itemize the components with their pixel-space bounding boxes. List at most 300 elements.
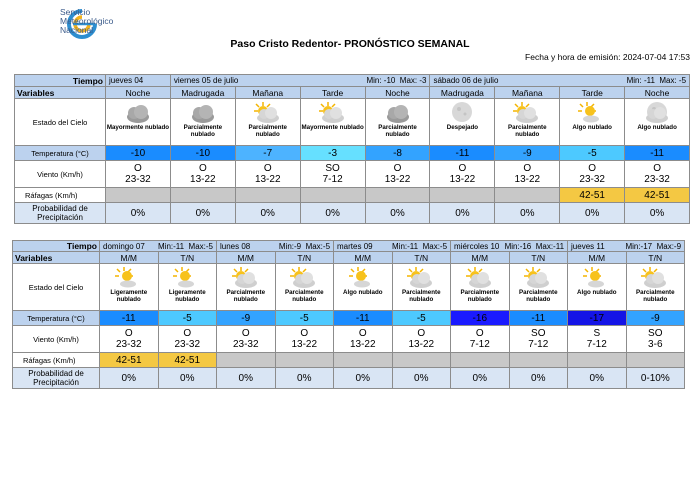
sky-text: Parcialmente nublado bbox=[248, 124, 287, 138]
period-cell bbox=[430, 87, 495, 99]
wind-row-label bbox=[15, 161, 106, 188]
prob-value: 0% bbox=[260, 207, 275, 219]
wind-cell bbox=[300, 161, 365, 188]
wind-cell bbox=[392, 326, 451, 353]
tiempo-label: Tiempo bbox=[72, 75, 103, 86]
wind-dir: O bbox=[124, 328, 133, 339]
sky-cell bbox=[235, 99, 300, 146]
sky-cell bbox=[334, 264, 393, 311]
period-label: T/N bbox=[531, 252, 546, 263]
temp-cell bbox=[158, 311, 217, 326]
temp-cell bbox=[560, 146, 625, 161]
prob-cell bbox=[568, 368, 627, 389]
wind-dir: O bbox=[183, 328, 192, 339]
temp-value: -9 bbox=[650, 312, 660, 324]
forecast-table-week1 bbox=[14, 74, 690, 224]
prob-cell bbox=[235, 203, 300, 224]
prob-value: 0% bbox=[325, 207, 340, 219]
gust-cell bbox=[430, 188, 495, 203]
day-name: jueves 11 bbox=[571, 241, 605, 251]
wind-speed: 13-22 bbox=[408, 339, 435, 350]
period-label: M/M bbox=[354, 252, 372, 263]
period-label: Tarde bbox=[581, 87, 603, 98]
temp-cell bbox=[509, 311, 568, 326]
prob-value: 0% bbox=[390, 207, 405, 219]
sky-text: Ligeramente nublado bbox=[110, 289, 148, 303]
partly-cloudy-sun-icon bbox=[287, 265, 321, 289]
temp-value: -11 bbox=[650, 147, 664, 159]
gust-cell bbox=[626, 353, 685, 368]
prob-value: 0% bbox=[649, 207, 665, 219]
gust-cell bbox=[365, 188, 430, 203]
wind-dir: O bbox=[475, 328, 484, 339]
sky-cell bbox=[106, 99, 171, 146]
partly-cloudy-sun-icon bbox=[638, 265, 672, 289]
prob-cell bbox=[560, 203, 625, 224]
temp-cell bbox=[625, 146, 690, 161]
period-label: T/N bbox=[414, 252, 429, 263]
wind-speed: 23-32 bbox=[174, 339, 201, 350]
period-label: Madrugada bbox=[181, 87, 225, 98]
temp-cell bbox=[235, 146, 300, 161]
wind-speed: 7-12 bbox=[322, 174, 343, 185]
variables-header bbox=[15, 87, 106, 99]
prob-value: 0% bbox=[472, 372, 487, 384]
sun-cloud-icon bbox=[575, 100, 609, 124]
sky-cell bbox=[217, 264, 276, 311]
period-label: T/N bbox=[180, 252, 195, 263]
wind-speed: 13-22 bbox=[190, 174, 216, 185]
cloudy-sun-icon bbox=[316, 100, 350, 124]
temp-value: -9 bbox=[522, 147, 532, 159]
wind-cell bbox=[560, 161, 625, 188]
prob-value: 0% bbox=[355, 372, 370, 384]
temp-value: -9 bbox=[241, 312, 251, 324]
temp-label: Temperatura (°C) bbox=[31, 148, 89, 158]
prob-cell bbox=[495, 203, 560, 224]
gust-row-label bbox=[15, 188, 106, 203]
wind-speed: 13-22 bbox=[254, 174, 281, 185]
wind-dir: SO bbox=[648, 328, 663, 339]
sky-text: Despejado bbox=[446, 124, 479, 131]
period-label: M/M bbox=[471, 252, 489, 263]
variables-header bbox=[13, 252, 100, 264]
wind-dir: O bbox=[393, 163, 402, 174]
prob-cell bbox=[392, 368, 451, 389]
sky-text: Algo nublado bbox=[577, 289, 617, 296]
day-min: Min:-17 bbox=[625, 241, 653, 251]
wind-speed: 13-22 bbox=[384, 174, 411, 185]
prob-value: 0% bbox=[130, 207, 146, 219]
sky-text: Parcialmente nublado bbox=[378, 124, 417, 138]
sky-text: Parcialmente nublado bbox=[226, 289, 266, 303]
gust-value: 42-51 bbox=[174, 354, 201, 366]
sky-text: Algo nublado bbox=[343, 289, 383, 296]
temp-value: -11 bbox=[455, 147, 470, 159]
wind-speed: 23-32 bbox=[579, 174, 605, 185]
day-min: Min:-11 bbox=[158, 241, 185, 251]
wind-cell bbox=[100, 326, 159, 353]
wind-speed: 3-6 bbox=[648, 339, 663, 350]
sky-cell bbox=[560, 99, 625, 146]
prob-cell bbox=[158, 368, 217, 389]
cloudy-night-icon bbox=[186, 100, 220, 124]
day-header bbox=[430, 75, 690, 87]
wind-speed: 13-22 bbox=[514, 174, 541, 185]
day-max: Max:-11 bbox=[535, 241, 565, 251]
variables-label: Variables bbox=[15, 252, 53, 263]
prob-value: 0% bbox=[455, 207, 470, 219]
temp-cell bbox=[392, 311, 451, 326]
wind-dir: O bbox=[588, 163, 597, 174]
temp-cell bbox=[626, 311, 685, 326]
org-name: Servicio Meteorológico Nacional bbox=[60, 7, 114, 35]
temp-cell bbox=[568, 311, 627, 326]
partly-cloudy-sun-icon bbox=[510, 100, 544, 124]
day-max: Max: -5 bbox=[659, 76, 687, 85]
gust-label: Ráfagas (Km/h) bbox=[23, 355, 76, 365]
gust-cell bbox=[158, 353, 217, 368]
wind-label: Viento (Km/h) bbox=[33, 334, 79, 344]
sky-cell bbox=[495, 99, 560, 146]
day-header bbox=[217, 241, 334, 252]
sky-cell bbox=[365, 99, 430, 146]
cloudy-night-icon bbox=[381, 100, 415, 124]
prob-cell bbox=[100, 368, 159, 389]
period-cell bbox=[495, 87, 560, 99]
sun-cloud-icon bbox=[112, 265, 146, 289]
variables-label: Variables bbox=[17, 87, 55, 98]
wind-speed: 7-12 bbox=[469, 339, 490, 350]
sun-cloud-icon bbox=[580, 265, 614, 289]
sun-cloud-icon bbox=[170, 265, 204, 289]
cloudy-night-icon bbox=[121, 100, 155, 124]
gust-cell bbox=[625, 188, 690, 203]
prob-row-label bbox=[15, 203, 106, 224]
clear-night-icon bbox=[445, 100, 479, 124]
partly-cloudy-sun-icon bbox=[251, 100, 285, 124]
sky-text: Parcialmente nublado bbox=[636, 289, 675, 303]
sky-text: Parcialmente nublado bbox=[460, 289, 500, 303]
wind-dir: O bbox=[300, 328, 309, 339]
sun-cloud-icon bbox=[346, 265, 380, 289]
period-cell bbox=[568, 252, 627, 264]
day-min: Min:-9 bbox=[278, 241, 302, 251]
day-header bbox=[568, 241, 685, 252]
wind-speed: 23-32 bbox=[644, 174, 670, 185]
forecast-table-week2 bbox=[12, 240, 685, 389]
wind-dir: O bbox=[198, 163, 207, 174]
temp-value: -17 bbox=[589, 312, 604, 324]
prob-value: 0% bbox=[297, 372, 312, 384]
wind-cell bbox=[275, 326, 334, 353]
gust-cell bbox=[560, 188, 625, 203]
gust-cell bbox=[217, 353, 276, 368]
prob-value: 0% bbox=[531, 372, 546, 384]
emission-datetime: Fecha y hora de emisión: 2024-07-04 17:53 bbox=[525, 52, 690, 62]
day-name: sábado 06 de julio bbox=[433, 76, 499, 85]
day-name: jueves 04 bbox=[109, 76, 144, 85]
temp-value: -10 bbox=[130, 147, 146, 159]
prob-cell bbox=[626, 368, 685, 389]
period-cell bbox=[509, 252, 568, 264]
temp-value: -16 bbox=[472, 312, 487, 324]
temp-cell bbox=[451, 311, 510, 326]
gust-cell bbox=[451, 353, 510, 368]
period-label: Noche bbox=[644, 87, 670, 98]
sky-row-label bbox=[15, 99, 106, 146]
sky-text: Ligeramente nublado bbox=[168, 289, 206, 303]
page-title: Paso Cristo Redentor- PRONÓSTICO SEMANAL bbox=[230, 38, 470, 50]
gust-cell bbox=[568, 353, 627, 368]
sky-cell bbox=[392, 264, 451, 311]
wind-cell bbox=[495, 161, 560, 188]
sky-cell bbox=[568, 264, 627, 311]
wind-dir: O bbox=[134, 163, 142, 174]
period-cell bbox=[392, 252, 451, 264]
day-header bbox=[106, 75, 171, 87]
prob-value: 0% bbox=[520, 207, 535, 219]
period-cell bbox=[626, 252, 685, 264]
partly-cloudy-sun-icon bbox=[229, 265, 263, 289]
sky-cell bbox=[625, 99, 690, 146]
prob-cell bbox=[509, 368, 568, 389]
wind-cell bbox=[365, 161, 430, 188]
day-name: domingo 07 bbox=[103, 241, 145, 251]
sky-text: Parcialmente nublado bbox=[284, 289, 324, 303]
sky-label: Estado del Cielo bbox=[32, 117, 88, 127]
wind-cell bbox=[170, 161, 235, 188]
wind-cell bbox=[430, 161, 495, 188]
day-name: lunes 08 bbox=[220, 241, 251, 251]
wind-dir: O bbox=[653, 163, 661, 174]
prob-cell bbox=[170, 203, 235, 224]
wind-dir: O bbox=[458, 163, 467, 174]
prob-value: 0-10% bbox=[640, 372, 670, 384]
temp-value: -10 bbox=[195, 147, 211, 159]
sky-label: Estado del Cielo bbox=[28, 282, 84, 292]
prob-value: 0% bbox=[180, 372, 195, 384]
wind-speed: 13-22 bbox=[449, 174, 476, 185]
sky-cell bbox=[430, 99, 495, 146]
temp-cell bbox=[300, 146, 365, 161]
wind-cell bbox=[625, 161, 690, 188]
gust-value: 42-51 bbox=[115, 354, 142, 366]
period-label: Tarde bbox=[321, 87, 344, 98]
prob-cell bbox=[430, 203, 495, 224]
period-label: Madrugada bbox=[440, 87, 484, 98]
day-max: Max:-5 bbox=[188, 241, 213, 251]
prob-value: 0% bbox=[414, 372, 429, 384]
wind-speed: 23-32 bbox=[115, 339, 142, 350]
sky-text: Parcialmente nublado bbox=[508, 124, 547, 138]
day-min: Min: -11 bbox=[626, 76, 655, 85]
temp-value: -5 bbox=[182, 312, 192, 324]
sky-text: Algo nublado bbox=[637, 124, 677, 131]
sky-cell bbox=[275, 264, 334, 311]
temp-cell bbox=[100, 311, 159, 326]
wind-cell bbox=[106, 161, 171, 188]
period-label: T/N bbox=[297, 252, 312, 263]
prob-cell bbox=[451, 368, 510, 389]
prob-cell bbox=[625, 203, 690, 224]
tiempo-label: Tiempo bbox=[66, 241, 97, 251]
sky-cell bbox=[626, 264, 685, 311]
sky-row-label bbox=[13, 264, 100, 311]
temp-value: -7 bbox=[263, 147, 273, 159]
prob-value: 0% bbox=[238, 372, 253, 384]
temp-row-label bbox=[13, 311, 100, 326]
temp-value: -5 bbox=[299, 312, 309, 324]
day-max: Max:-5 bbox=[305, 241, 331, 251]
period-cell bbox=[170, 87, 235, 99]
temp-cell bbox=[275, 311, 334, 326]
prob-cell bbox=[106, 203, 171, 224]
prob-cell bbox=[334, 368, 393, 389]
temp-value: -11 bbox=[355, 312, 370, 324]
temp-value: -8 bbox=[393, 147, 402, 159]
prob-cell bbox=[217, 368, 276, 389]
sky-cell bbox=[451, 264, 510, 311]
wind-cell bbox=[451, 326, 510, 353]
period-cell bbox=[625, 87, 690, 99]
temp-cell bbox=[365, 146, 430, 161]
gust-row-label bbox=[13, 353, 100, 368]
temp-value: -5 bbox=[587, 147, 597, 159]
temp-value: -5 bbox=[416, 312, 426, 324]
temp-value: -11 bbox=[121, 312, 136, 324]
period-cell bbox=[451, 252, 510, 264]
tiempo-header bbox=[13, 241, 100, 252]
wind-dir: O bbox=[241, 328, 250, 339]
prob-label: Probabilidad de Precipitación bbox=[28, 369, 84, 387]
wind-dir: O bbox=[263, 163, 272, 174]
wind-row-label bbox=[13, 326, 100, 353]
prob-row-label bbox=[13, 368, 100, 389]
wind-dir: SO bbox=[325, 163, 340, 174]
prob-value: 0% bbox=[584, 207, 600, 219]
temp-value: -3 bbox=[328, 147, 338, 159]
gust-cell bbox=[170, 188, 235, 203]
temp-value: -11 bbox=[531, 312, 546, 324]
period-label: Mañana bbox=[511, 87, 543, 98]
gust-value: 42-51 bbox=[644, 189, 670, 201]
sky-text: Algo nublado bbox=[572, 124, 612, 131]
period-cell bbox=[217, 252, 276, 264]
period-cell bbox=[235, 87, 300, 99]
prob-value: 0% bbox=[121, 372, 136, 384]
gust-cell bbox=[509, 353, 568, 368]
day-header bbox=[334, 241, 451, 252]
day-min: Min: -10 bbox=[366, 76, 396, 85]
period-label: M/M bbox=[237, 252, 255, 263]
wind-speed: 13-22 bbox=[291, 339, 318, 350]
wind-speed: 23-32 bbox=[232, 339, 259, 350]
gust-cell bbox=[334, 353, 393, 368]
day-header bbox=[170, 75, 430, 87]
gust-cell bbox=[235, 188, 300, 203]
sky-cell bbox=[509, 264, 568, 311]
wind-dir: SO bbox=[531, 328, 546, 339]
tiempo-header bbox=[15, 75, 106, 87]
day-min: Min:-11 bbox=[392, 241, 419, 251]
day-name: miércoles 10 bbox=[454, 241, 500, 251]
wind-label: Viento (Km/h) bbox=[37, 169, 83, 179]
prob-cell bbox=[275, 368, 334, 389]
day-min: Min:-16 bbox=[504, 241, 532, 251]
partly-cloudy-sun-icon bbox=[404, 265, 438, 289]
period-cell bbox=[106, 87, 171, 99]
day-name: viernes 05 de julio bbox=[173, 76, 239, 85]
temp-cell bbox=[430, 146, 495, 161]
day-max: Max: -3 bbox=[399, 76, 427, 85]
day-name: martes 09 bbox=[337, 241, 373, 251]
wind-speed: 13-22 bbox=[349, 339, 376, 350]
partly-cloudy-sun-icon bbox=[463, 265, 497, 289]
cloudy-moon-icon bbox=[640, 100, 674, 124]
sky-text: Parcialmente nublado bbox=[402, 289, 441, 303]
temp-cell bbox=[217, 311, 276, 326]
wind-cell bbox=[626, 326, 685, 353]
period-cell bbox=[365, 87, 430, 99]
temp-cell bbox=[170, 146, 235, 161]
sky-cell bbox=[158, 264, 217, 311]
prob-value: 0% bbox=[195, 207, 211, 219]
period-label: T/N bbox=[648, 252, 663, 263]
temp-row-label bbox=[15, 146, 106, 161]
period-label: Noche bbox=[385, 87, 410, 98]
day-header bbox=[451, 241, 568, 252]
prob-cell bbox=[300, 203, 365, 224]
gust-label: Ráfagas (Km/h) bbox=[25, 190, 78, 200]
period-label: M/M bbox=[588, 252, 606, 263]
wind-cell bbox=[334, 326, 393, 353]
gust-cell bbox=[100, 353, 159, 368]
temp-cell bbox=[106, 146, 171, 161]
prob-value: 0% bbox=[589, 372, 604, 384]
prob-label: Probabilidad de Precipitación bbox=[32, 204, 88, 222]
wind-speed: 7-12 bbox=[586, 339, 607, 350]
gust-value: 42-51 bbox=[579, 189, 605, 201]
wind-cell bbox=[217, 326, 276, 353]
sky-cell bbox=[100, 264, 159, 311]
sky-cell bbox=[300, 99, 365, 146]
wind-dir: S bbox=[593, 328, 601, 339]
day-header bbox=[100, 241, 217, 252]
wind-dir: O bbox=[358, 328, 367, 339]
sky-text: Mayormente nublado bbox=[301, 124, 364, 131]
wind-dir: O bbox=[417, 328, 426, 339]
gust-cell bbox=[106, 188, 171, 203]
gust-cell bbox=[300, 188, 365, 203]
day-max: Max:-9 bbox=[656, 241, 682, 251]
wind-speed: 23-32 bbox=[125, 174, 151, 185]
period-label: Noche bbox=[125, 87, 151, 98]
period-label: M/M bbox=[120, 252, 138, 263]
period-cell bbox=[275, 252, 334, 264]
wind-cell bbox=[509, 326, 568, 353]
period-cell bbox=[100, 252, 159, 264]
temp-cell bbox=[495, 146, 560, 161]
day-max: Max:-5 bbox=[422, 241, 448, 251]
period-cell bbox=[158, 252, 217, 264]
wind-cell bbox=[568, 326, 627, 353]
sky-text: Mayormente nublado bbox=[106, 124, 170, 131]
gust-cell bbox=[392, 353, 451, 368]
temp-label: Temperatura (°C) bbox=[27, 313, 85, 323]
partly-cloudy-sun-icon bbox=[521, 265, 555, 289]
wind-dir: O bbox=[523, 163, 532, 174]
